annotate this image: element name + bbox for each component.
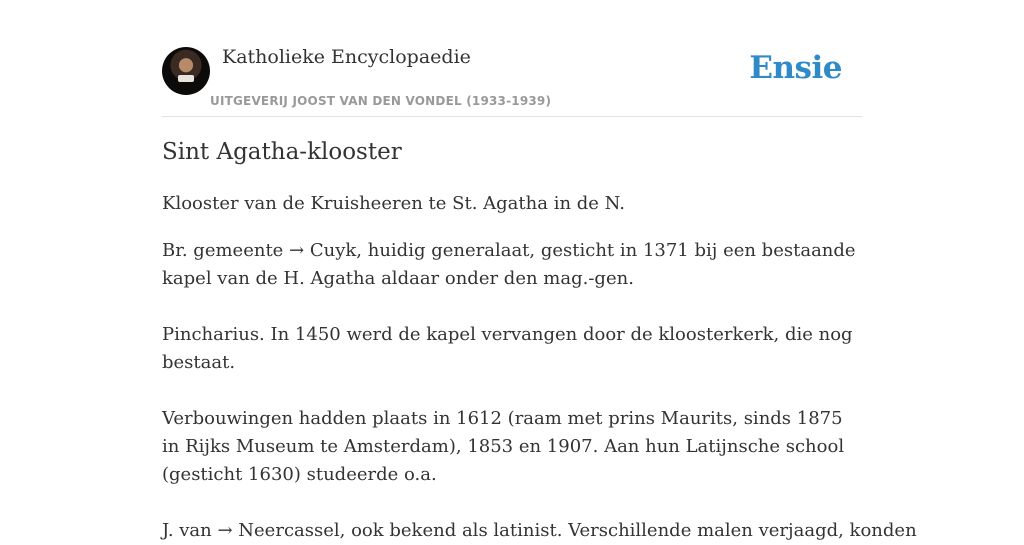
article-paragraph: J. van → Neercassel, ook bekend als latinist. Verschillende malen verjaagd, konden: [162, 520, 917, 541]
article-title: Sint Agatha-klooster: [162, 139, 402, 165]
brand-logo-link[interactable]: Ensie: [749, 50, 842, 86]
article-paragraph: Verbouwingen hadden plaats in 1612 (raam met prins Maurits, sinds 1875 in Rijks Museum te Amsterdam), 1853 en 1907. Aan hun Latijnsche school (gesticht 1630) studeerde o.a.: [162, 408, 845, 485]
avatar-collar: [178, 75, 194, 82]
site-title[interactable]: Katholieke Encyclopaedie: [222, 46, 471, 68]
article-paragraph: Klooster van de Kruisheeren te St. Agatha in de N.: [162, 193, 625, 214]
publisher-name: UITGEVERIJ JOOST VAN DEN VONDEL (1933-1939): [210, 94, 552, 108]
site-header: [162, 46, 862, 117]
article-paragraph: Br. gemeente → Cuyk, huidig generalaat, gesticht in 1371 bij een bestaande kapel van de H. Agatha aldaar onder den mag.-gen.: [162, 240, 856, 289]
publisher-avatar[interactable]: [162, 47, 210, 95]
article-paragraph: Pincharius. In 1450 werd de kapel vervangen door de kloosterkerk, die nog bestaat.: [162, 324, 853, 373]
article-body: [162, 190, 917, 545]
